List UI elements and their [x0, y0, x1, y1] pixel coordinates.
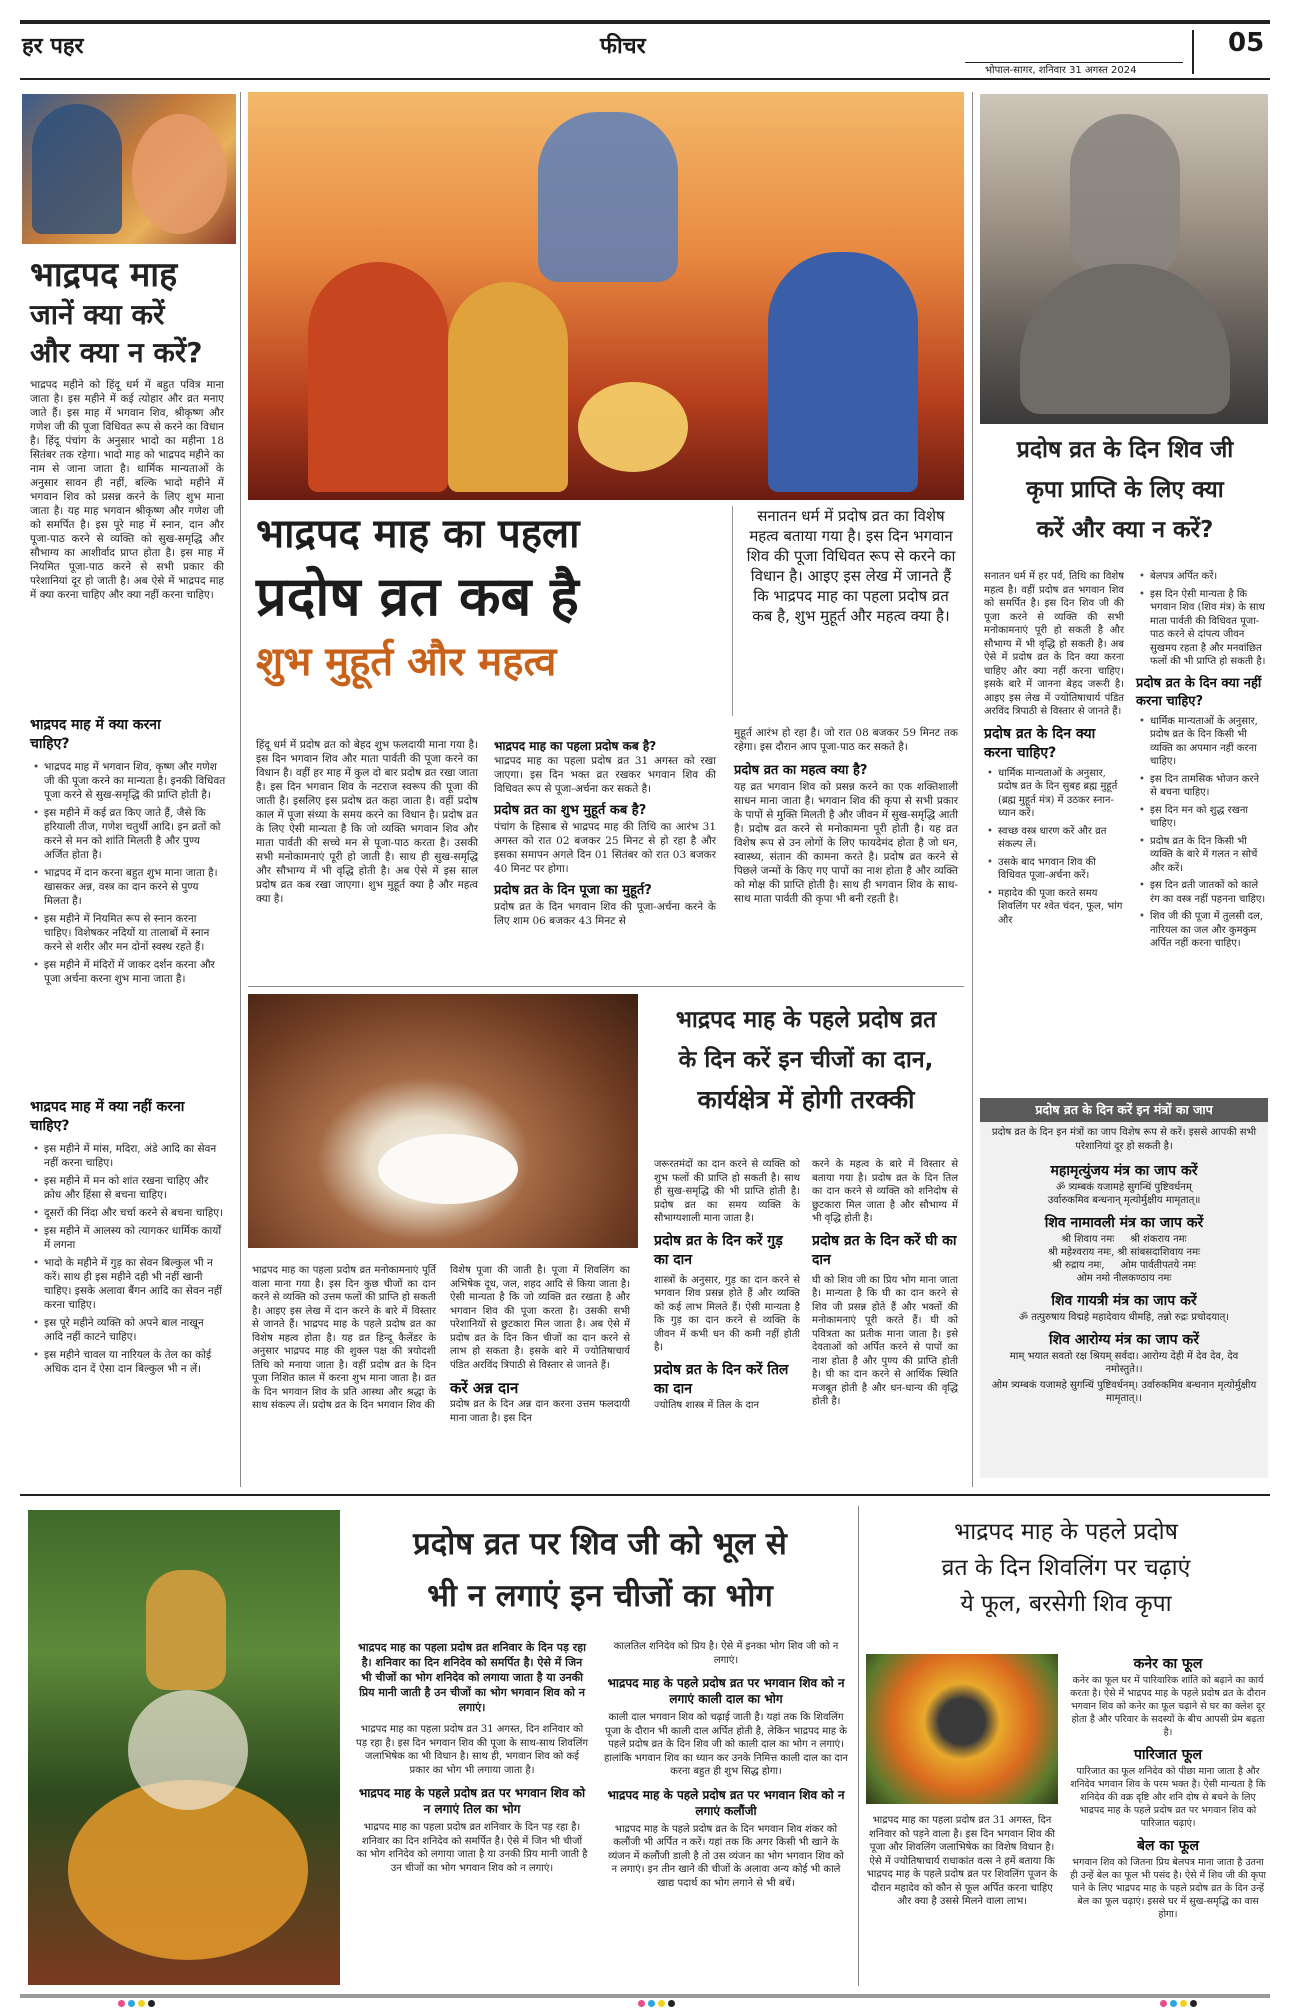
mantra-line: माम् भयात सवतो रक्ष श्रियम् सर्वदा। आरोग्य देही में देव देव, देव नमोस्तुते।। [1009, 1351, 1239, 1375]
shivling-kalash-image [28, 1510, 340, 1985]
bhog-headline-line-2: भी न लगाएं इन चीजों का भोग [427, 1578, 773, 1614]
list-item: • प्रदोष व्रत के दिन किसी भी व्यक्ति के बारे में गलत न सोचें और करें। [1136, 835, 1266, 876]
deck-divider [732, 506, 733, 716]
left-do-heading: भाद्रपद माह में क्या करना चाहिए? [30, 717, 161, 752]
left-intro: भाद्रपद महीने को हिंदू धर्म में बहुत पवित्र माना जाता है। इस महीने में कई त्योहार और व्रत मनाए जाते हैं। इस माह में भगवान शिव, श्रीकृष्ण और गणेश जी की पूजा विधिवत रूप से करने का विधान है। हिंदू पंचांग के अनुसार भादो का महीना 18 सितंबर तक रहेगा। भादो माह को भाद्रपद महीने का नाम से जाना जाता है। धार्मिक मान्यताओं के अनुसार सावन ही नहीं, बल्कि भादो महीने में भगवान शिव को प्रसन्न करने के लिए शुभ माना जाता है। यह माह भगवान श्रीकृष्ण और गणेश जी को समर्पित है। इस पूरे माह में स्नान, दान और पूजा-पाठ करने से व्यक्ति को सुख-समृद्धि और सौभाग्य का आशीर्वाद प्राप्त होता है। इस माह में नियमित पूजा-पाठ करने से सभी प्रकार की परेशानियां दूर हो जाती है। अब ऐसे में भाद्रपद माह में क्या करना चाहिए और क्या नहीं करना चाहिए। [30, 379, 224, 601]
list-item: • भाद्रपद माह में भगवान शिव, कृष्ण और गणेश जी की पूजा करने का मान्यता है। इनकी विधिवत पूजा करने से सुख-समृद्धि की प्राप्ति होती है। [30, 760, 226, 802]
main-deck: सनातन धर्म में प्रदोष व्रत का विशेष महत्व बताया गया है। इस दिन भगवान शिव की पूजा विधिवत रूप से करने का विधान है। आइए इस लेख में जानते हैं कि भाद्रपद माह का पहला प्रदोष व्रत कब है, शुभ मुहूर्त और महत्व क्या है। [746, 507, 956, 625]
flower-text: भगवान शिव को जितना प्रिय बेलपत्र माना जाता है उतना ही उन्हें बेल का फूल भी पसंद है। ऐसे में शिव जी की कृपा पाने के लिए भाद्रपद माह के पहले प्रदोष व्रत के दिन उन्हें बेल का फूल चढ़ाएं। इससे घर में सुख-समृद्धि का वास होगा। [1070, 1857, 1266, 1920]
krishna-ganesha-image [22, 94, 236, 244]
list-item: • भादो के महीने में गुड़ का सेवन बिल्कुल भी न करें। साथ ही इस महीने दही भी नहीं खानी चाहिए। इसके अलावा बैंगन आदि का सेवन नहीं करना चाहिए। [30, 1256, 226, 1312]
list-item: • इस महीने में नियमित रूप से स्नान करना चाहिए। विशेषकर नदियों या तालाबों में स्नान करने से शरीर और मन दोनों स्वस्थ रहते हैं। [30, 912, 226, 954]
paragraph: भाद्रपद माह का पहला प्रदोष व्रत 31 अगस्त को रखा जाएगा। इस दिन भक्त व्रत रखकर भगवान शिव की विधिवत रूप से पूजा-अर्चना कर सकते है। [494, 755, 716, 795]
left-do-list [30, 760, 226, 990]
registration-dots-icon [638, 1992, 678, 2011]
left-col-divider [240, 92, 241, 1487]
phool-headline-line-2: व्रत के दिन शिवलिंग पर चढ़ाएं [941, 1555, 1191, 1581]
bhog-col-1 [356, 1640, 588, 1875]
right-headline-line-3: करें और क्या न करें? [1036, 517, 1214, 543]
header-page-divider [1192, 30, 1194, 74]
right-col-b [1136, 570, 1266, 955]
flower-text: कनेर का फूल घर में पारिवारिक शांति को बढ़ाने का कार्य करता है। ऐसे में भाद्रपद माह के पहले प्रदोष व्रत के दौरान भगवान शिव को कनेर का फूल चढ़ाने से घर का क्लेश दूर होता है और परिवार के सदस्यों के बीच आपसी प्रेम बढ़ता है। [1070, 1675, 1266, 1738]
list-item: • उसके बाद भगवान शिव की विधिवत पूजा-अर्चना करें। [984, 856, 1124, 883]
left-headline-line-3: और क्या न करें? [30, 336, 203, 369]
mantra-line: ॐ त्र्यम्बकं यजामहे सुगन्धिं पुष्टिवर्धनम् [1056, 1182, 1192, 1193]
daan-headline-line-1: भाद्रपद माह के पहले प्रदोष व्रत [675, 1007, 937, 1033]
left-headline [30, 254, 230, 372]
left-dont-list [30, 1142, 226, 1380]
list-item: • दूसरों की निंदा और चर्चा करने से बचना चाहिए। [30, 1206, 226, 1220]
paragraph: भाद्रपद माह का पहला प्रदोष व्रत 31 अगस्त, दिन शनिवार को पड़ रहा है। इस दिन भगवान शिव की पूजा के साथ-साथ शिवलिंग जलाभिषेक का भी विधान है। साथ ही, भगवान शिव को कई प्रकार का भोग भी लगाया जाता है। [356, 1724, 588, 1776]
list-item: • धार्मिक मान्यताओं के अनुसार, प्रदोष व्रत के दिन किसी भी व्यक्ति का अपमान नहीं करना चाहिए। [1136, 715, 1266, 769]
daan-col-a: भाद्रपद माह का पहला प्रदोष व्रत मनोकामनाएं पूर्ति वाला माना गया है। इस दिन कुछ चीजों का दान करने से व्यक्ति को उत्तम फलों की प्राप्ति हो सकती है। आइए इस लेख में दान करने के बारे में विस्तार से जानते हैं। भाद्रपद माह के पहले प्रदोष व्रत का विशेष महत्व होता है। यह व्रत हिन्दू कैलेंडर के अनुसार भाद्रपद माह की शुक्ल पक्ष की त्रयोदशी तिथि को मनाया जाता है। वहीं प्रदोष व्रत के दिन पूजा निशित काल में करना शुभ माना जाता है। व्रत के दिन भगवान शिव के प्रति आस्था और श्रद्धा के साथ संकल्प लें। प्रदोष व्रत के दिन भगवान शिव की [252, 1265, 436, 1411]
bottom-mid-divider [858, 1506, 859, 1986]
mantra-heading: शिव आरोग्य मंत्र का जाप करें [1049, 1332, 1199, 1348]
list-item: • महादेव की पूजा करते समय शिवलिंग पर श्वेत चंदन, फूल, भांग और [984, 887, 1124, 928]
flower-section [1070, 1836, 1266, 1921]
left-headline-line-1: भाद्रपद माह [30, 255, 178, 295]
mantra-line: उर्वारुकमिव बन्धनान् मृत्योर्मुक्षीय मामृतात्॥ [1047, 1195, 1201, 1206]
flower-name: कनेर का फूल [1133, 1656, 1203, 1672]
phool-caption: भाद्रपद माह का पहला प्रदोष व्रत 31 अगस्त, दिन शनिवार को पड़ने वाला है। इस दिन भगवान शिव की पूजा और शिवलिंग जलाभिषेक का विशेष विधान है। ऐसे में ज्योतिषाचार्य राधाकांत वत्स ने हमें बताया कि भाद्रपद माह के पहले प्रदोष व्रत पर शिवलिंग पूजन के दौरान महादेव को कौन से फूल अर्पित करना चाहिए और क्या है उससे मिलने वाला लाभ। [866, 1815, 1058, 1907]
daan-col-c [654, 1158, 800, 1412]
subhead: प्रदोष व्रत के दिन पूजा का मुहूर्त? [494, 883, 652, 898]
right-do-list [984, 767, 1124, 928]
shiva-parvati-puja-image [248, 92, 964, 500]
subhead: भाद्रपद माह के पहले प्रदोष व्रत पर भगवान शिव को न लगाएं कलौंजी [607, 1787, 845, 1818]
paragraph: जरूरतमंदों का दान करने से व्यक्ति को शुभ फलों की प्राप्ति हो सकती है। साथ ही सुख-समृद्धि की भी प्राप्ति होती है। प्रदोष व्रत का समय व्यक्ति के सौभाग्यशाली माना जाता है। [654, 1159, 800, 1224]
main-col-2 [494, 738, 716, 928]
list-item: • इस महीने में कई व्रत किए जाते हैं, जैसे कि हरियाली तीज, गणेश चतुर्थी आदि। इन व्रतों को करने से मन को शांति मिलती है और पुण्य अर्जित होता है। [30, 806, 226, 862]
mantra-line: श्री शिवाय नमः श्री शंकराय नमः [1061, 1234, 1187, 1245]
paragraph: घी को शिव जी का प्रिय भोग माना जाता है। मान्यता है कि घी का दान करने से शिव जी प्रसन्न होते हैं और भक्तों की मनोकामनाएं पूरी करते हैं। घी को पवित्रता का प्रतीक माना जाता है। इसे देवताओं को अर्पित करने से पापों का नाश होता है और पुण्य की प्राप्ति होती है। घी का दान करने से आर्थिक स्थिति मजबूत होती है और धन-धान्य की वृद्धि होती है। [812, 1274, 958, 1407]
paragraph: प्रदोष व्रत के दिन भगवान शिव की पूजा-अर्चना करने के लिए शाम 06 बजकर 43 मिनट से [494, 901, 716, 927]
list-item: • इस महीने में मन को शांत रखना चाहिए और क्रोध और हिंसा से बचना चाहिए। [30, 1174, 226, 1202]
mantra-section [980, 1291, 1268, 1324]
flower-section [1070, 1745, 1266, 1830]
paragraph: मुहूर्त आरंभ हो रहा है। जो रात 08 बजकर 59 मिनट तक रहेगा। इस दौरान आप पूजा-पाठ कर सकते है। [734, 727, 958, 753]
mantra-line: श्री रुद्राय नमः, ओम पार्वतीपतये नमः [1052, 1260, 1196, 1271]
page-number: 05 [1228, 28, 1265, 58]
right-col-divider [972, 92, 973, 1487]
phool-headline [866, 1514, 1266, 1622]
main-col-1: हिंदू धर्म में प्रदोष व्रत को बेहद शुभ फलदायी माना गया है। इस दिन भगवान शिव और माता पार्वती की पूजा करने का विधान है। वहीं हर माह में कुल दो बार प्रदोष व्रत रखा जाता है। इस दिन भगवान शिव के नटराज स्वरूप की पूजा की जाती है। इसलिए इस प्रदोष व्रत कहा जाता है। वहीं प्रदोष काल में पूजा संध्या के समय करने का विधान है। प्रदोष व्रत के लिए ऐसी मान्यता है कि जो व्यक्ति भगवान शिव और माता पार्वती की सच्चे मन से पूजा-पाठ करता है। उसकी सभी मनोकामनाएं पूरी हो जाती है। साथ ही सुख-समृद्धि और सौभाग्य में भी वृद्धि होती है। अब ऐसे में इस साल प्रदोष व्रत कब रखा जाएगा। शुभ मुहूर्त क्या है और महत्व क्या है। [256, 739, 478, 905]
list-item: • भाद्रपद में दान करना बहुत शुभ माना जाता है। खासकर अन्न, वस्त्र का दान करने से पुण्य मिलता है। [30, 866, 226, 908]
subhead: भाद्रपद माह का पहला प्रदोष कब है? [494, 739, 657, 753]
paragraph: यह व्रत भगवान शिव को प्रसन्न करने का एक शक्तिशाली साधन माना जाता है। भगवान शिव की कृपा से सभी प्रकार के पापों से मुक्ति मिलती है और जीवन में सुख-समृद्धि आती है। प्रदोष व्रत करने से मनोकामना पूरी होती है। यह व्रत विशेष रूप से उन लोगों के लिए फायदेमंद होता है जो धन, स्वास्थ्य, संतान की कामना करते है। प्रदोष व्रत करने से पिछले जन्मों के किए गए पापों का नाश होता है और व्यक्ति को मोक्ष की प्राप्ति होती है। साथ ही भगवान शिव के साथ-साथ माता पार्वती की कृपा भी बनी रहती है। [734, 781, 958, 905]
subhead: प्रदोष व्रत का महत्व क्या है? [734, 763, 868, 778]
phool-headline-line-1: भाद्रपद माह के पहले प्रदोष [954, 1519, 1178, 1545]
mantra-section [980, 1161, 1268, 1207]
paragraph: पंचांग के हिसाब से भाद्रपद माह की तिथि का आरंभ 31 अगस्त को रात 02 बजकर 25 मिनट से हो रहा है और इसका समापन अगले दिन 01 सितंबर को रात 03 बजकर 40 मिनट पर होगा। [494, 821, 716, 875]
paragraph: भाद्रपद माह का पहला प्रदोष व्रत शनिवार के दिन पड़ रहा है। शनिवार का दिन शनिदेव को समर्पित है। ऐसे में जिन भी चीजों का भोग शनिदेव को लगाया जाता है या उनकी प्रिय मानी जाती है उन चीजों का भोग भगवान शिव को न लगाएं। [356, 1822, 588, 1874]
main-headline [256, 506, 716, 692]
registration-dots-icon [1160, 1992, 1200, 2011]
paragraph: प्रदोष व्रत के दिन अन्न दान करना उत्तम फलदायी माना जाता है। इस दिन [450, 1399, 630, 1424]
list-item: • इस महीने चावल या नारियल के तेल का कोई अधिक दान दें ऐसा दान बिल्कुल भी न लें। [30, 1348, 226, 1376]
mantra-section [980, 1213, 1268, 1285]
paragraph: सनातन धर्म में हर पर्व, तिथि का विशेष महत्व है। वहीं प्रदोष व्रत भगवान शिव को समर्पित है। इस दिन शिव जी की पूजा करने से व्यक्ति की सभी मनोकामनाएं पूरी हो सकती है और सौभाग्य में भी वृद्धि हो सकती है। अब ऐसे में प्रदोष व्रत के दिन क्या करना चाहिए और क्या नहीं करना चाहिए। इसके बारे में जानना बेहद जरूरी है। आइए इस लेख में ज्योतिषाचार्य पंडित अरविंद त्रिपाठी से विस्तार से जानते हैं। [984, 571, 1124, 717]
subhead: प्रदोष व्रत के दिन करें घी का दान [812, 1232, 957, 1268]
list-item: • इस महीने में मंदिरों में जाकर दर्शन करना और पूजा अर्चना करना शुभ माना जाता है। [30, 958, 226, 986]
right-do-list-continued [1136, 570, 1266, 669]
right-headline-line-1: प्रदोष व्रत के दिन शिव जी [1016, 437, 1234, 463]
list-item: • इस पूरे महीने व्यक्ति को अपने बाल नाखून आदि नहीं काटने चाहिए। [30, 1316, 226, 1344]
flower-name: बेल का फूल [1137, 1838, 1199, 1854]
paragraph: करने के महत्व के बारे में विस्तार से बताया गया है। प्रदोष व्रत के दिन तिल का दान करने से व्यक्ति को शनिदोष से छुटकारा मिल जाता है और सौभाग्य में भी वृद्धि होती है। [812, 1159, 958, 1224]
shiva-meditation-image [980, 94, 1268, 424]
hands-rice-image [248, 994, 638, 1248]
right-dont-heading: प्रदोष व्रत के दिन क्या नहीं करना चाहिए? [1136, 675, 1262, 709]
dateline-rule [965, 62, 1183, 63]
main-headline-line-3: शुभ मुहूर्त और महत्व [256, 639, 557, 685]
mantra-heading: शिव गायत्री मंत्र का जाप करें [1051, 1293, 1197, 1309]
list-item: • इस दिन मन को शुद्ध रखना चाहिए। [1136, 804, 1266, 831]
list-item: • इस महीने में मांस, मदिरा, अंडे आदि का सेवन नहीं करना चाहिए। [30, 1142, 226, 1170]
list-item: • इस दिन व्रती जातकों को काले रंग का वस्त्र नहीं पहनना चाहिए। [1136, 879, 1266, 906]
header-top-rule [20, 20, 1270, 24]
paragraph: कालतिल शनिदेव को प्रिय है। ऐसे में इनका भोग शिव जी को न लगाएं। [613, 1641, 839, 1666]
bhog-col-2 [604, 1640, 848, 1890]
phool-flowers [1070, 1654, 1266, 1921]
right-dont-list [1136, 715, 1266, 951]
flower-text: पारिजात का फूल शनिदेव को पीछा माना जाता है और शनिदेव भगवान शिव के परम भक्त है। ऐसी मान्यता है कि शनिदेव की वक्र दृष्टि और शनि दोष से बचने के लिए भाद्रपद माह के पहले प्रदोष व्रत पर भगवान शिव को पारिजात चढ़ाएं। [1070, 1766, 1266, 1829]
paragraph: काली दाल भगवान शिव को चढ़ाई जाती है। यहां तक कि शिवलिंग पूजा के दौरान भी काली दाल अर्पित होती है, लेकिन भाद्रपद माह के पहले प्रदोष व्रत के दिन शिव जी को काली दाल का भोग न लगाएं। हालांकि भगवान शिव का ध्यान कर उनके निमित्त काली दाल का दान करना बहुत ही शुभ सिद्ध होगा। [604, 1712, 848, 1777]
mantra-line: ओम नमो नीलकण्ठाय नमः [1076, 1273, 1172, 1284]
section-center-label: फीचर [600, 34, 646, 59]
mantra-line: श्री महेश्वराय नमः, श्री सांबसदाशिवाय नमः [1047, 1247, 1201, 1258]
mantra-line: ओम त्र्यम्बकं यजामहे सुगन्धिं पुष्टिवर्धनम्। उर्वारुकमिव बन्धनान मृत्योर्मुक्षीय मामृतात्।। [991, 1380, 1257, 1404]
paragraph: ज्योतिष शास्त्र में तिल के दान [654, 1399, 760, 1411]
shivling-flowers-image [866, 1654, 1058, 1804]
paragraph: भाद्रपद माह के पहले प्रदोष व्रत के दिन भगवान शिव शंकर को कलौंजी भी अर्पित न करें। यहां तक कि अगर किसी भी खाने के व्यंजन में कलौंजी डाली है तो उस व्यंजन का भोग भगवान शिव को न लगाएं। इन तीन खाने की चीजों के अलावा अन्य कोई भी काले खाद्य पदार्थ का भोग लगाने से भी बचें। [608, 1823, 844, 1889]
right-headline-line-2: कृपा प्राप्ति के लिए क्या [1026, 477, 1224, 503]
list-item: • धार्मिक मान्यताओं के अनुसार, प्रदोष व्रत के दिन सुबह ब्रह्म मुहूर्त (ब्रह्म मुहूर्त मंत्र) में उठकर स्नान-ध्यान करें। [984, 767, 1124, 821]
flower-section [1070, 1654, 1266, 1739]
mantra-box-title: प्रदोष व्रत के दिन करें इन मंत्रों का जाप [980, 1098, 1268, 1122]
bhog-headline-line-1: प्रदोष व्रत पर शिव जी को भूल से [413, 1526, 787, 1562]
subhead: प्रदोष व्रत के दिन करें तिल का दान [654, 1361, 789, 1397]
paragraph: विशेष पूजा की जाती है। पूजा में शिवलिंग का अभिषेक दूध, जल, शहद आदि से किया जाता है। ऐसी मान्यता है कि जो व्यक्ति व्रत रखता है और भगवान शिव की पूजा करता है। उसकी सभी परेशानियों से छुटकारा मिल जाता है। अब ऐसे में प्रदोष व्रत के दिन किन चीजों का दान करने से लाभ हो सकता है। इसके बारे में ज्योतिषाचार्य पंडित अरविंद त्रिपाठी से विस्तार से जानते हैं। [450, 1265, 630, 1371]
phool-headline-line-3: ये फूल, बरसेगी शिव कृपा [960, 1591, 1172, 1617]
mantra-heading: शिव नामावली मंत्र का जाप करें [1044, 1215, 1204, 1231]
left-headline-line-2: जानें क्या करें [30, 298, 165, 331]
upper-section-bottom-rule [20, 1494, 1270, 1496]
daan-col-b [450, 1264, 630, 1425]
main-bottom-rule [248, 986, 964, 987]
main-col-3 [734, 726, 958, 906]
subhead: प्रदोष व्रत के दिन करें गुड़ का दान [654, 1232, 783, 1268]
subhead: प्रदोष व्रत का शुभ मुहूर्त कब है? [494, 803, 647, 818]
list-item: • स्वच्छ वस्त्र धारण करें और व्रत संकल्प लें। [984, 825, 1124, 852]
paragraph: शास्त्रों के अनुसार, गुड़ का दान करने से भगवान शिव प्रसन्न होते हैं और व्यक्ति को कई लाभ मिलते हैं। ऐसी मान्यता है कि गुड़ का दान करने से व्यक्ति के जीवन में कभी धन की कमी नहीं होती है। [654, 1274, 800, 1353]
list-item: • इस महीने में आलस्य को त्यागकर धार्मिक कार्यों में लगना [30, 1224, 226, 1252]
main-headline-line-1: भाद्रपद माह का पहला [256, 511, 580, 557]
list-item: • इस दिन तामसिक भोजन करने से बचना चाहिए। [1136, 773, 1266, 800]
mantra-line: ॐ तत्पुरुषाय विद्महे महादेवाय धीमहि, तन्नो रुद्रः प्रचोदयात्। [1018, 1312, 1230, 1323]
list-item: • इस दिन ऐसी मान्यता है कि भगवान शिव (शिव मंत्र) के साथ माता पार्वती की विधिवत पूजा-पाठ करने से दांपत्य जीवन सुखमय रहता है और मनवांछित फलों की भी प्राप्ति हो सकती है। [1136, 588, 1266, 669]
registration-dots-icon [118, 1992, 158, 2011]
section-label: हर पहर [22, 34, 84, 59]
bhog-lead: भाद्रपद माह का पहला प्रदोष व्रत शनिवार के दिन पड़ रहा है। शनिवार का दिन शनिदेव को समर्पित है। ऐसे में जिन भी चीजों का भोग शनिदेव को लगाया जाता है या उनकी प्रिय मानी जाती है उन चीजों का भोग भगवान शिव को न लगाएं। [358, 1641, 586, 1714]
mantra-section [980, 1330, 1268, 1405]
list-item: • बेलपत्र अर्पित करें। [1136, 570, 1266, 584]
mantra-heading: महामृत्युंजय मंत्र का जाप करें [1050, 1163, 1198, 1179]
dateline: भोपाल-सागर, शनिवार 31 अगस्त 2024 [985, 65, 1137, 76]
main-headline-line-2: प्रदोष व्रत कब है [256, 565, 579, 628]
right-headline [980, 430, 1270, 550]
flower-name: पारिजात फूल [1133, 1747, 1203, 1763]
header-bottom-rule [20, 78, 1270, 80]
daan-headline-line-2: के दिन करें इन चीजों का दान, [678, 1047, 934, 1073]
right-do-heading: प्रदोष व्रत के दिन क्या करना चाहिए? [984, 725, 1096, 761]
subhead: भाद्रपद माह के पहले प्रदोष व्रत पर भगवान शिव को न लगाएं तिल का भोग [358, 1786, 586, 1816]
daan-col-d [812, 1158, 958, 1409]
subhead: करें अन्न दान [450, 1379, 519, 1397]
mantra-box [980, 1098, 1268, 1478]
left-dont-heading: भाद्रपद माह में क्या नहीं करना चाहिए? [30, 1099, 185, 1134]
daan-headline-line-3: कार्यक्षेत्र में होगी तरक्की [697, 1085, 915, 1114]
subhead: भाद्रपद माह के पहले प्रदोष व्रत पर भगवान शिव को न लगाएं काली दाल का भोग [607, 1676, 845, 1706]
bhog-headline [350, 1518, 850, 1622]
daan-headline [650, 1000, 962, 1120]
mantra-intro: प्रदोष व्रत के दिन इन मंत्रों का जाप विशेष रूप से करें। इससे आपकी सभी परेशानियां दूर हो सकती है। [991, 1127, 1257, 1152]
list-item: • शिव जी की पूजा में तुलसी दल, नारियल का जल और कुमकुम अर्पित नहीं करना चाहिए। [1136, 910, 1266, 951]
right-col-a [984, 570, 1124, 931]
